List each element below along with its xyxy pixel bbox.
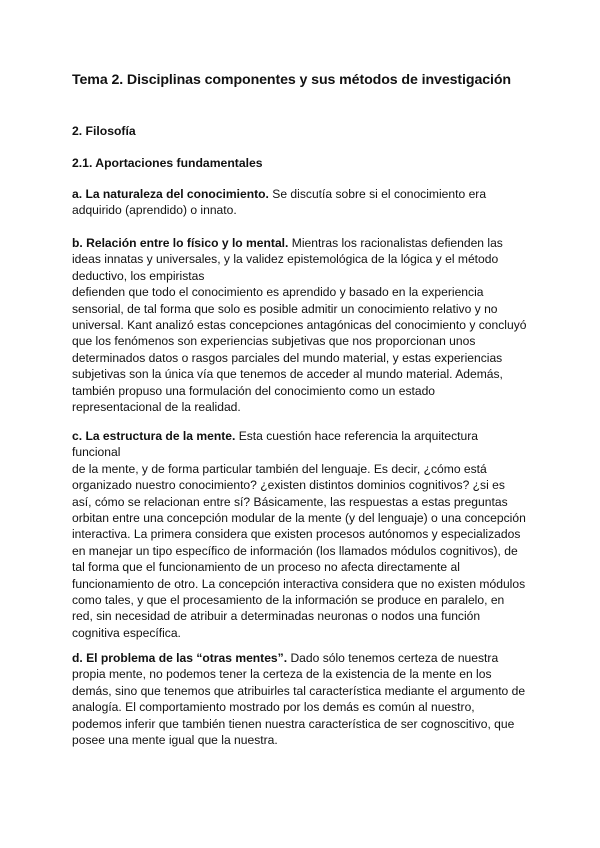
paragraph-d <box>72 650 528 748</box>
section-heading: 2. Filosofía <box>72 124 136 138</box>
paragraph-line: b. Relación entre lo físico y lo mental. Mientras los racionalistas defienden las <box>72 236 503 250</box>
paragraph-line: funcionamiento de otro. La concepción interactiva considera que no existen módulos <box>72 576 526 591</box>
document-title: Tema 2. Disciplinas componentes y sus métodos de investigación <box>72 72 511 88</box>
paragraph-line: a. La naturaleza del conocimiento. Se discutía sobre si el conocimiento era <box>72 187 487 201</box>
paragraph-line: representacional de la realidad. <box>72 399 241 414</box>
paragraph-line: podemos inferir que también tienen nuestra característica de ser cognoscitivo, que <box>72 716 515 731</box>
paragraph-line: demás, sino que tenemos que atribuirles tal característica mediante el argumento de <box>72 683 526 698</box>
paragraph-line: adquirido (aprendido) o innato. <box>72 203 237 218</box>
paragraph-heading: a. La naturaleza del conocimiento. <box>72 187 269 201</box>
paragraph-line: ideas innatas y universales, y la validez epistemológica de la lógica y el método <box>72 252 499 267</box>
paragraph-line: sensorial, de tal forma que solo es posible admitir un conocimiento relativo y no <box>72 301 498 316</box>
paragraph-c <box>72 428 528 641</box>
paragraph-line: como tales, y que el procesamiento de la información se produce en paralelo, en <box>72 592 505 607</box>
paragraph-line: que los fenómenos son experiencias subjetivas que nos proporcionan unos <box>72 334 476 349</box>
paragraph-line: en manejar un tipo específico de información (los llamados módulos cognitivos), de <box>72 543 518 558</box>
subsection-heading: 2.1. Aportaciones fundamentales <box>72 156 263 170</box>
paragraph-line: tal forma que el funcionamiento de un proceso no afecta directamente al <box>72 560 460 575</box>
paragraph-line: posee una mente igual que la nuestra. <box>72 732 278 747</box>
paragraph-line: interactiva. La primera considera que existen procesos autónomos y especializados <box>72 527 521 542</box>
paragraph-line: analogía. El comportamiento mostrado por los demás es común al nuestro, <box>72 700 475 715</box>
paragraph-line: defienden que todo el conocimiento es aprendido y basado en la experiencia <box>72 285 484 300</box>
paragraph-line: organizado nuestro conocimiento? ¿existen distintos dominios cognitivos? ¿si es <box>72 478 505 493</box>
paragraph-line: también propuso una formulación del conocimiento como un estado <box>72 383 436 398</box>
paragraph-line: determinados datos o rasgos parciales del mundo material, y estas experiencias <box>72 350 503 365</box>
paragraph-line: cognitiva específica. <box>72 625 181 640</box>
paragraph-b <box>72 235 528 415</box>
paragraph-line: deductivo, los empiristas <box>72 268 205 283</box>
paragraph-line: c. La estructura de la mente. Esta cuestión hace referencia la arquitectura <box>72 429 479 443</box>
paragraph-line: propia mente, no podemos tener la certeza de la existencia de la mente en los <box>72 667 492 682</box>
paragraph-line: así, cómo se relacionan entre sí? Básicamente, las respuestas a estas preguntas <box>72 494 508 509</box>
paragraph-heading: c. La estructura de la mente. <box>72 429 236 443</box>
paragraph-line: subjetivas son la única vía que tenemos de acceder al mundo material. Además, <box>72 367 503 382</box>
paragraph-heading: d. El problema de las “otras mentes”. <box>72 651 288 665</box>
paragraph-line: orbitan entre una concepción modular de la mente (y del lenguaje) o una concepción <box>72 510 526 525</box>
paragraph-line: red, sin necesidad de atribuir a determinadas neuronas o nodos una función <box>72 609 481 624</box>
paragraph-heading: b. Relación entre lo físico y lo mental. <box>72 236 289 250</box>
paragraph-line: funcional <box>72 445 121 460</box>
paragraph-line: universal. Kant analizó estas concepciones antagónicas del conocimiento y concluyó <box>72 317 527 332</box>
paragraph-line: de la mente, y de forma particular también del lenguaje. Es decir, ¿cómo está <box>72 461 487 476</box>
paragraph-line: d. El problema de las “otras mentes”. Dado sólo tenemos certeza de nuestra <box>72 651 499 665</box>
paragraph-a <box>72 186 528 219</box>
